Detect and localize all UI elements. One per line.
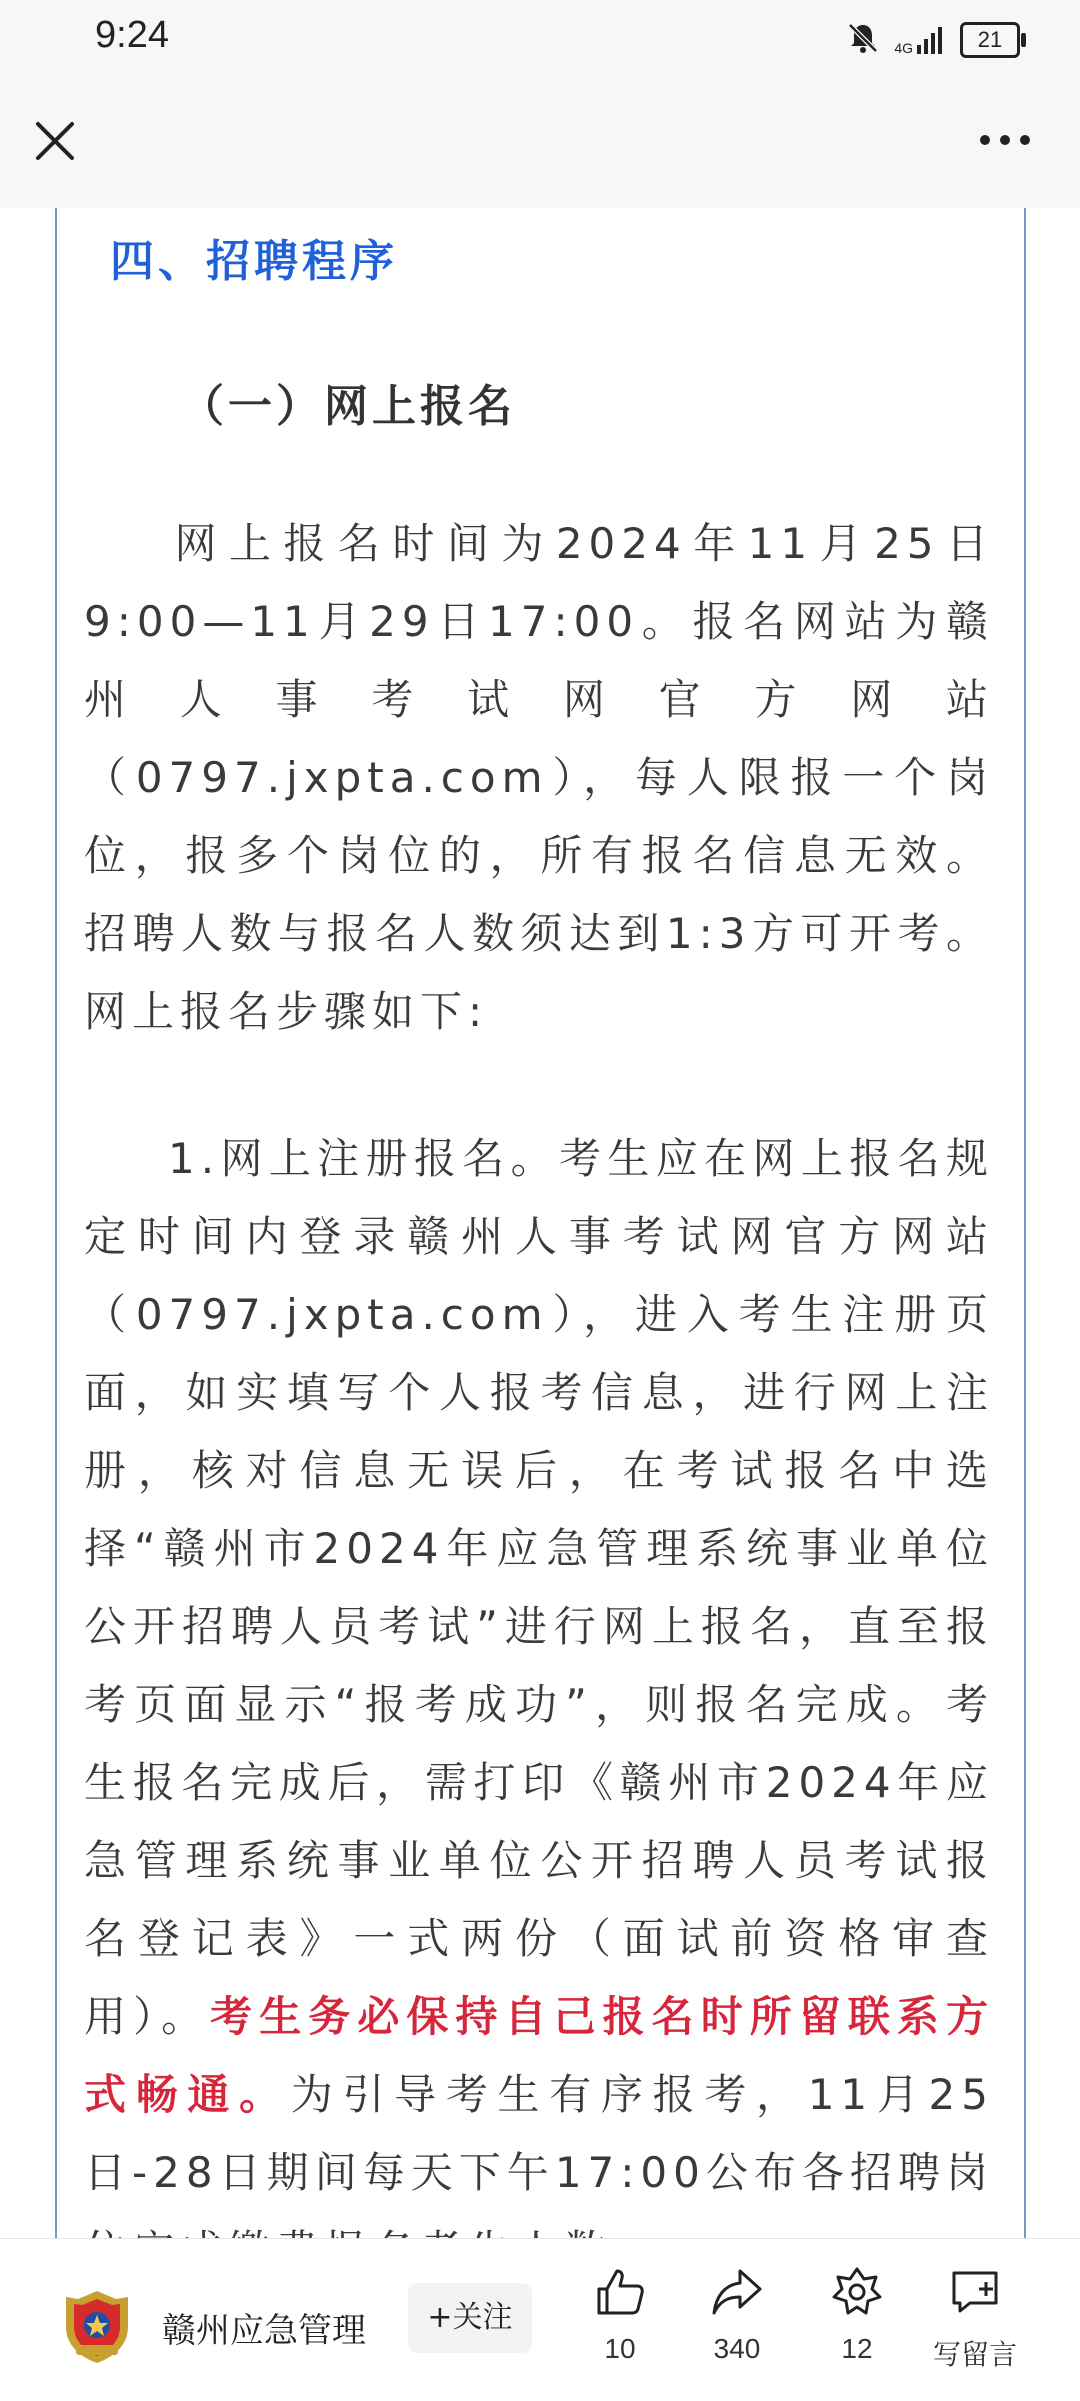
top-bar	[0, 80, 1080, 208]
close-button[interactable]	[30, 116, 80, 166]
share-icon	[710, 2265, 764, 2319]
like-button[interactable]	[565, 2259, 675, 2389]
paragraph2-text-part2: 为引导考生有序报考，11月25日-28日期间每天下午17:00公布各招聘岗	[84, 2070, 994, 2197]
section-heading: 四、招聘程序	[110, 236, 398, 287]
bottom-action-bar	[0, 2238, 1080, 2401]
more-button[interactable]	[970, 120, 1040, 160]
write-comment-button[interactable]	[920, 2259, 1030, 2389]
write-comment-label: 写留言	[932, 2339, 1017, 2370]
collect-count: 12	[841, 2333, 873, 2364]
paragraph2-highlight: 考生务必保持自己报名时所留联系方式畅通。	[84, 1992, 994, 2119]
paragraph1-text: 网上报名时间为2024年11月25日9:00—11月29日17:00。报名网站为赣州人事考试网官方网站（0797.jxpta.com），每人限报一个岗位，报多个岗位的，所有报名信息无效。招聘人数与报名人数须达到1:3方可开考。网上报名步骤如下:	[84, 519, 994, 1036]
status-bar	[0, 0, 1080, 80]
thumbs-up-icon	[593, 2265, 647, 2319]
status-time: 9:24	[95, 14, 169, 56]
network-type: 4G	[894, 40, 913, 56]
status-icons	[846, 20, 1020, 60]
share-button[interactable]	[682, 2259, 792, 2389]
paragraph-registration-steps	[84, 1120, 994, 2290]
signal-icon	[894, 25, 946, 55]
police-badge-icon	[58, 2287, 136, 2365]
collect-button[interactable]	[802, 2259, 912, 2389]
follow-button[interactable]: +关注	[408, 2283, 532, 2353]
more-icon	[970, 120, 1040, 160]
star-gear-icon	[830, 2265, 884, 2319]
account-avatar[interactable]	[58, 2287, 136, 2365]
battery-icon: 21	[960, 22, 1020, 58]
sub-heading: （一）网上报名	[180, 381, 516, 432]
mute-icon	[846, 21, 880, 59]
close-icon	[30, 116, 80, 166]
comment-add-icon	[948, 2265, 1002, 2319]
account-name[interactable]: 赣州应急管理	[162, 2311, 366, 2351]
share-count: 340	[713, 2333, 761, 2364]
like-count: 10	[604, 2333, 636, 2364]
paragraph-registration-time	[84, 505, 994, 1051]
paragraph2-text-part1: 1.网上注册报名。考生应在网上报名规定时间内登录赣州人事考试网官方网站（0797.jxpta.com），进入考生注册页面，如实填写个人报考信息，进行网上注册，核对信息无误后，在考试报名中选择“赣州市2024年应急管理系统事业单位公开招聘人员考试”进行网上报名，直至报考页面显示“报考成功”，则报名完成。考生报名完成后，需打印《赣州市2024年应急管理系统事业单位公开招聘人员考试报名登记表》一式两份（面试前资格审查用）。	[84, 1134, 994, 2041]
